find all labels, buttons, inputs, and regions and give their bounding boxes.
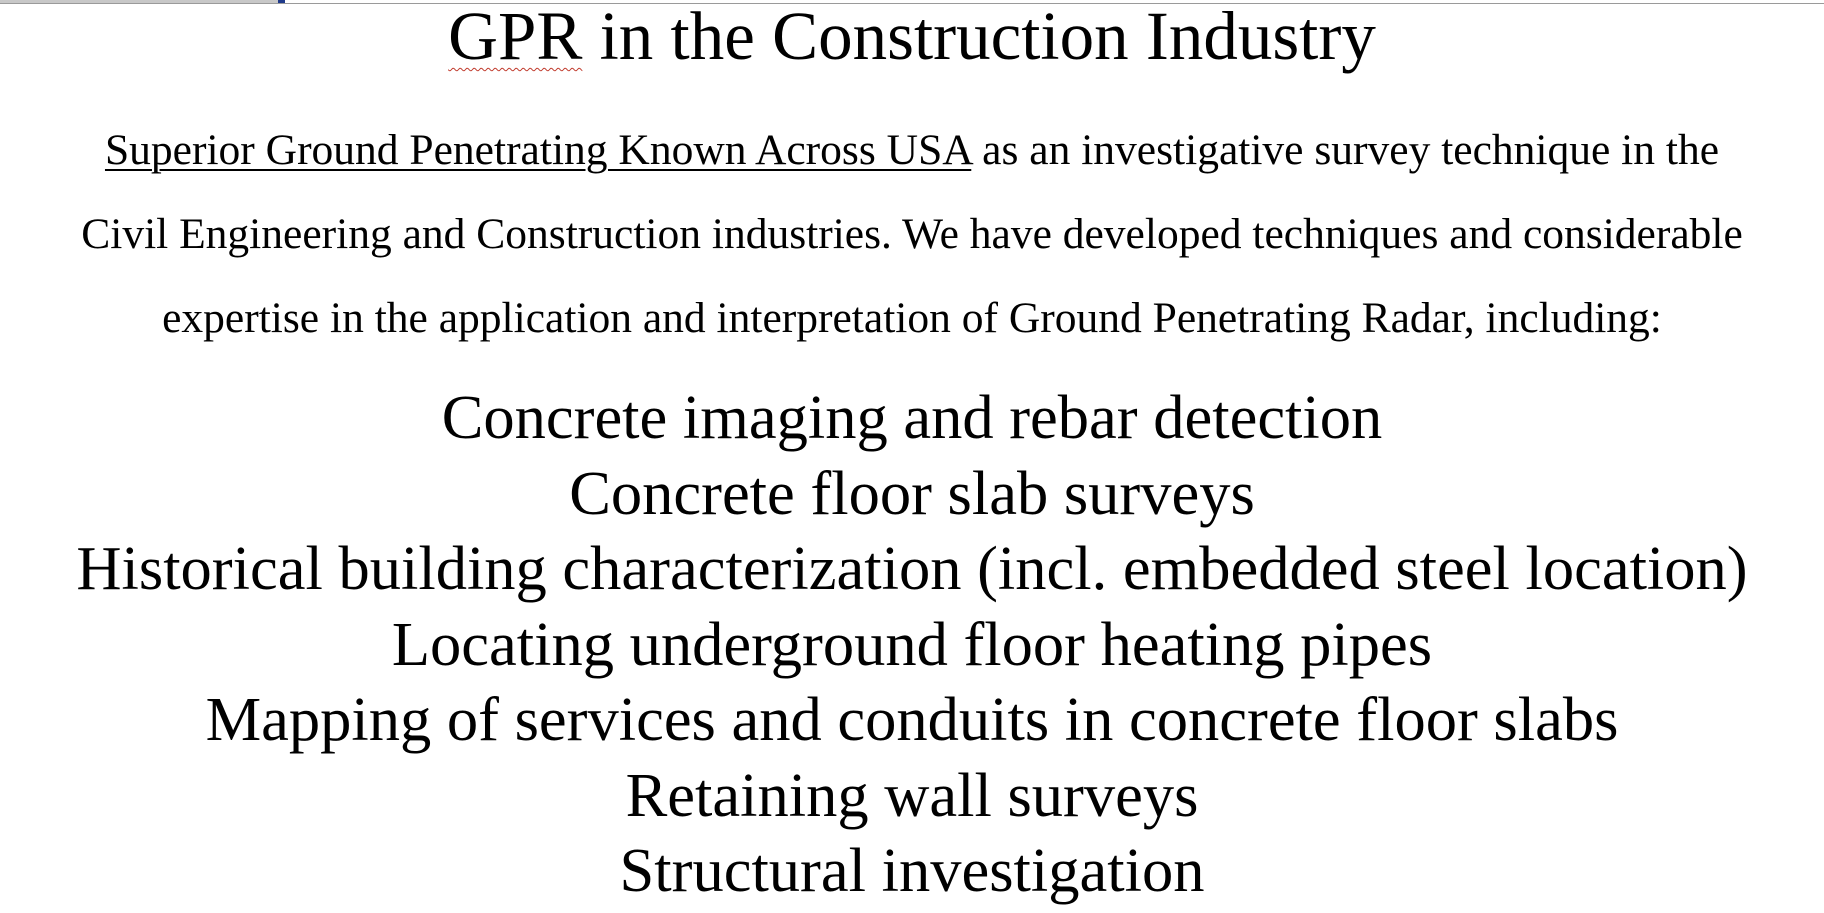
intro-line-3: expertise in the application and interpretation of Ground Penetrating Radar, including: bbox=[162, 294, 1662, 342]
services-list bbox=[0, 380, 1824, 909]
page-title-abbreviation: GPR bbox=[448, 0, 583, 74]
service-item: Structural investigation bbox=[619, 835, 1205, 905]
service-item: Mapping of services and conduits in concrete floor slabs bbox=[205, 684, 1619, 754]
service-item: Concrete floor slab surveys bbox=[569, 457, 1255, 528]
service-item: Historical building characterization (incl. embedded steel location) bbox=[76, 533, 1748, 603]
superior-gpr-link[interactable]: Superior Ground Penetrating Known Across USA bbox=[104, 126, 972, 174]
page-title-text: in the Construction Industry bbox=[582, 0, 1376, 74]
intro-line-2: Civil Engineering and Construction industries. We have developed techniques and considerable bbox=[81, 210, 1743, 258]
service-item: Retaining wall surveys bbox=[625, 759, 1199, 830]
intro-paragraph bbox=[0, 108, 1824, 360]
service-item: Concrete imaging and rebar detection bbox=[441, 382, 1383, 452]
intro-line-1 bbox=[0, 108, 1824, 192]
intro-line-1-text: as an investigative survey technique in the bbox=[971, 126, 1720, 174]
page-title bbox=[0, 0, 1824, 72]
service-item: Locating underground floor heating pipes bbox=[391, 608, 1433, 679]
